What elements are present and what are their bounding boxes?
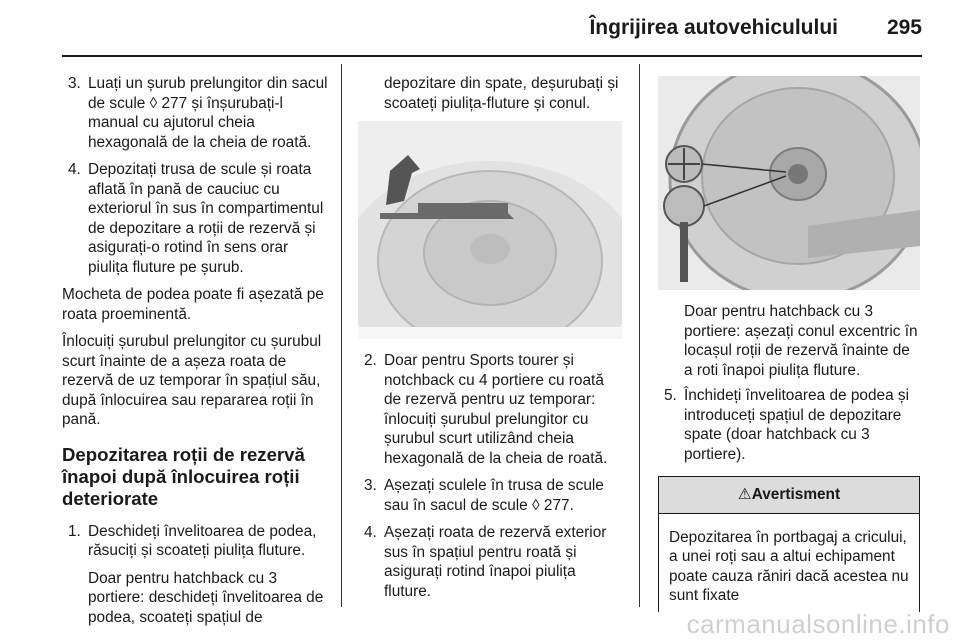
list-item — [358, 476, 624, 515]
column-divider — [639, 64, 640, 607]
page-header — [62, 0, 922, 56]
page-number: 295 — [886, 16, 922, 39]
list-number: 5. — [664, 387, 677, 404]
list-number: 4. — [364, 524, 377, 541]
warning-title: Avertisment — [751, 486, 841, 503]
paragraph: depozitare din spate, deșurubați și scoateți piulița-fluture și conul. — [384, 75, 619, 112]
warning-header — [659, 477, 919, 514]
section-heading: Depozitarea roții de rezervă înapoi după înlocuirea roții deteriorate — [62, 443, 305, 509]
list-text: Deschideți învelitoarea de podea, răsuciți și scoateți piulița fluture. — [88, 522, 317, 559]
watermark: carmanualsonline.info — [686, 609, 950, 639]
list-item — [658, 386, 920, 464]
list-text: Așezați roata de rezervă exterior sus în spațiul pentru roată și asigurați rotind înapoi piulița fluture. — [384, 524, 607, 600]
list-item — [358, 351, 624, 468]
spare-wheel-cone-illustration — [658, 76, 920, 290]
list-text: Doar pentru Sports tourer și notchback cu 4 portiere cu roată de rezervă pentru uz temporar: înlocuiți șurubul prelungitor cu șurubul scurt utilizând cheia hexagonală de la cheia de roată. — [384, 352, 608, 467]
list-number: 3. — [364, 477, 377, 494]
header-rule — [62, 55, 922, 57]
list-item — [358, 523, 624, 601]
list-number: 3. — [68, 75, 81, 92]
list-number: 4. — [68, 161, 81, 178]
spare-wheel-well-illustration — [358, 121, 622, 339]
list-item — [62, 522, 328, 561]
column-left — [62, 74, 328, 633]
list-subtext: Doar pentru hatchback cu 3 portiere: deschideți învelitoarea de podea, scoateți spațiul de — [88, 569, 324, 626]
list-item — [62, 160, 328, 277]
list-text: Depozitați trusa de scule și roata aflată în pană de cauciuc cu exteriorul în sus în compartimentul de depozitare a roții de rezervă și asigurați-o rotind în sens orar piulița fluture pe șurub. — [88, 161, 324, 276]
list-subtext: Doar pentru hatchback cu 3 portiere: așezați conul excentric în locașul roții de rezervă înainte de a roti înapoi piulița fluture. — [684, 303, 918, 379]
list-number: 1. — [68, 522, 81, 540]
list-number: 2. — [364, 352, 377, 369]
paragraph: Înlocuiți șurubul prelungitor cu șurubul scurt înainte de a așeza roata de rezervă de uz temporar în spațiul său, după înlocuirea sau repararea roții în pană. — [62, 333, 322, 428]
chapter-title: Îngrijirea autovehiculului — [589, 16, 838, 39]
column-right — [658, 76, 920, 612]
spare-wheel-well-photo — [358, 121, 622, 339]
spare-wheel-cone-photo — [658, 76, 920, 290]
list-text: Închideți învelitoarea de podea și introduceți spațiul de depozitare spate (doar hatchback cu 3 portiere). — [684, 387, 910, 463]
column-middle — [358, 74, 624, 609]
list-item — [62, 74, 328, 152]
list-text: Luați un șurub prelungitor din sacul de scule ◊ 277 și înșurubați-l manual cu ajutorul cheia hexagonală de la cheia de roată. — [88, 75, 328, 151]
list-text: Așezați sculele în trusa de scule sau în sacul de scule ◊ 277. — [384, 477, 604, 514]
warning-triangle-icon: ⚠ — [737, 486, 752, 503]
column-divider — [341, 64, 342, 607]
warning-box — [658, 476, 920, 612]
warning-text: Depozitarea în portbagaj a cricului, a unei roți sau a altui echipament poate cauza răniri dacă acestea nu sunt fixate — [669, 528, 909, 604]
paragraph: Mocheta de podea poate fi așezată pe roata proeminentă. — [62, 286, 324, 323]
